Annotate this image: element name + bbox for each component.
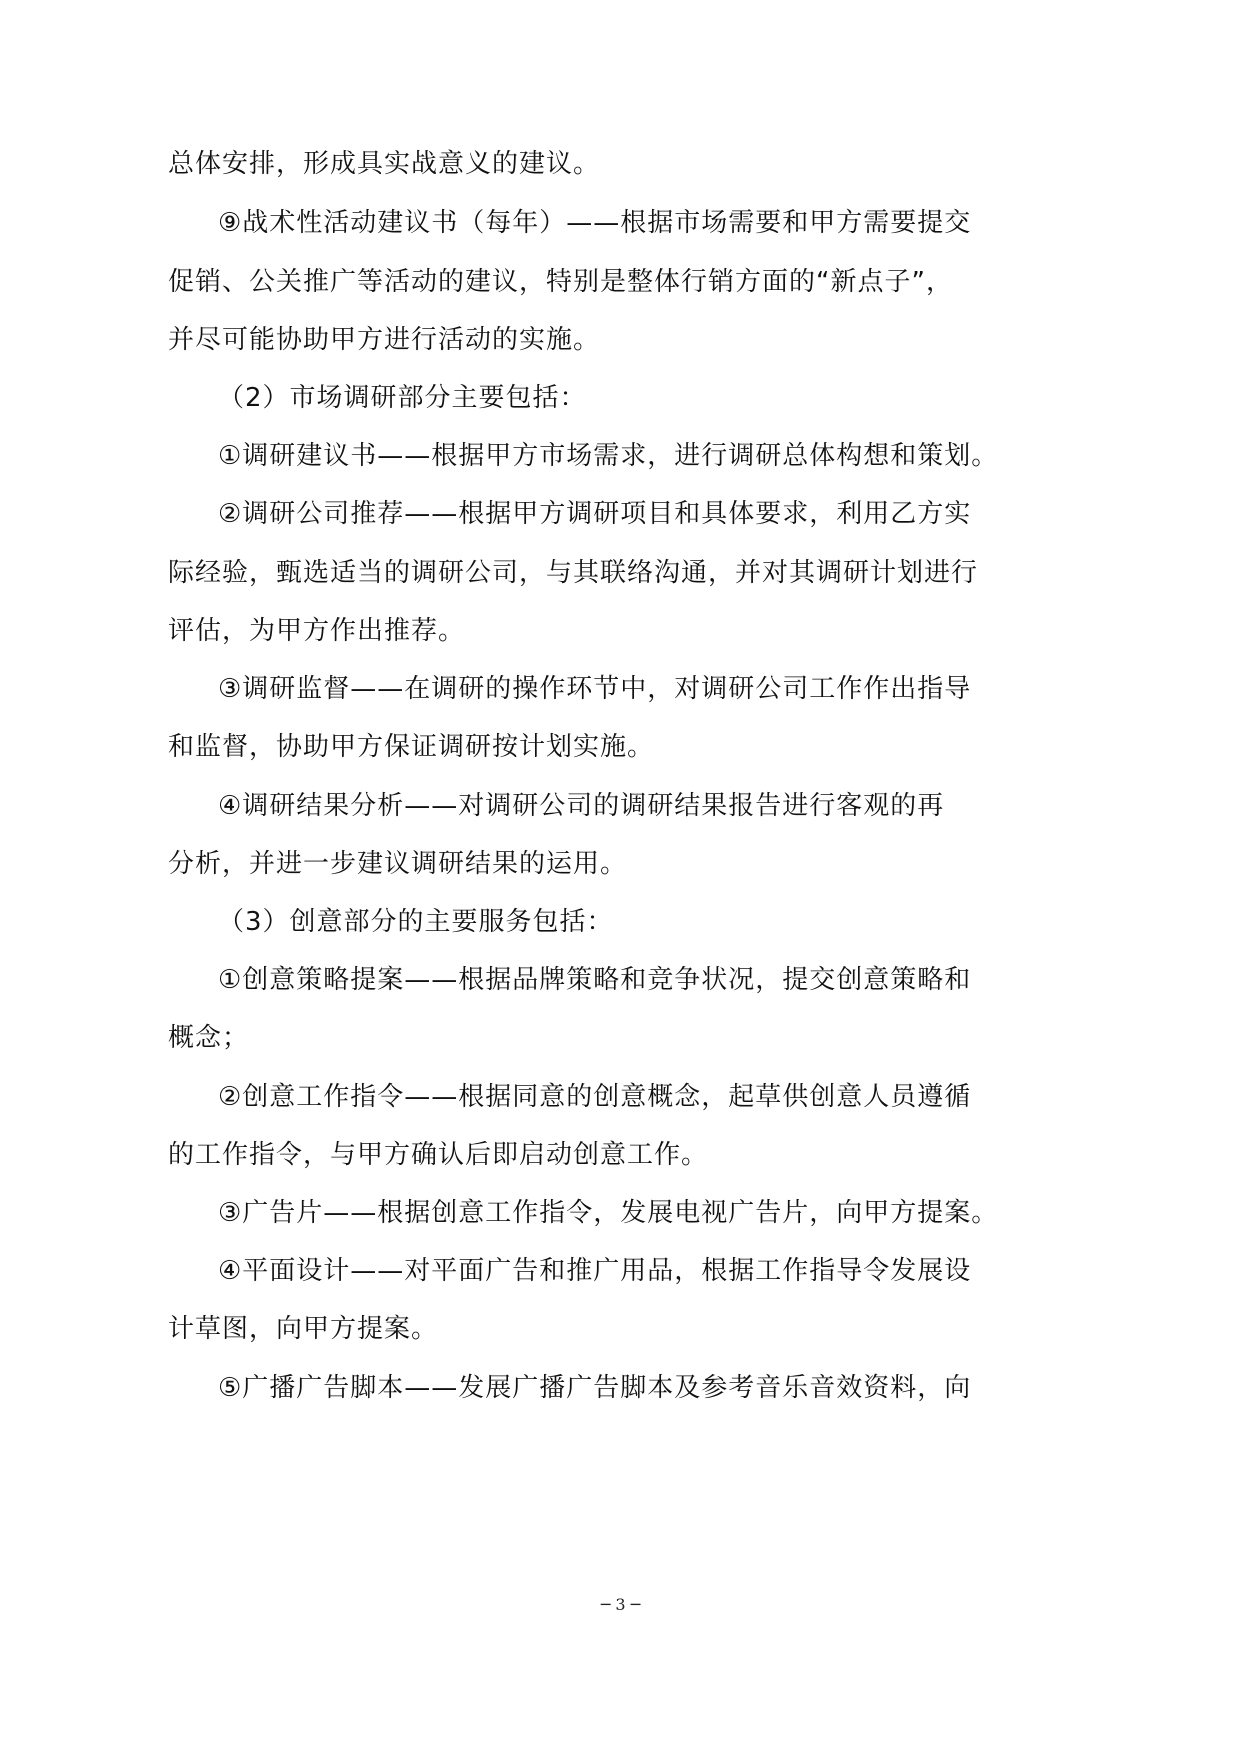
text-line: 分析，并进一步建议调研结果的运用。 [168, 849, 628, 879]
section-heading: （3）创意部分的主要服务包括： [218, 907, 614, 937]
text-line: ④调研结果分析——对调研公司的调研结果报告进行客观的再 [218, 791, 945, 821]
text-line: 际经验，甄选适当的调研公司，与其联络沟通，并对其调研计划进行 [168, 558, 979, 588]
text-line: ④平面设计——对平面广告和推广用品，根据工作指导令发展设 [218, 1256, 972, 1286]
page-number: ─ 3 ─ [600, 1595, 641, 1614]
text-line: 促销、公关推广等活动的建议，特别是整体行销方面的“新点子”， [168, 267, 953, 297]
section-heading: （2）市场调研部分主要包括： [218, 383, 587, 413]
text-line: ③调研监督——在调研的操作环节中，对调研公司工作作出指导 [218, 674, 972, 704]
text-line: ③广告片——根据创意工作指令，发展电视广告片，向甲方提案。 [218, 1198, 999, 1228]
text-line: 总体安排，形成具实战意义的建议。 [168, 149, 601, 179]
text-line: 计草图，向甲方提案。 [168, 1314, 439, 1344]
text-line: ②创意工作指令——根据同意的创意概念，起草供创意人员遵循 [218, 1082, 972, 1112]
text-line: 的工作指令，与甲方确认后即启动创意工作。 [168, 1140, 709, 1170]
text-line: 概念； [168, 1023, 250, 1053]
text-line: 评估，为甲方作出推荐。 [168, 616, 466, 646]
text-line: ②调研公司推荐——根据甲方调研项目和具体要求，利用乙方实 [218, 499, 972, 529]
text-line: ①调研建议书——根据甲方市场需求，进行调研总体构想和策划。 [218, 441, 999, 471]
text-line: ①创意策略提案——根据品牌策略和竞争状况，提交创意策略和 [218, 965, 972, 995]
text-line: 并尽可能协助甲方进行活动的实施。 [168, 325, 601, 355]
text-line: ⑨战术性活动建议书（每年）——根据市场需要和甲方需要提交 [218, 208, 972, 238]
text-line: ⑤广播广告脚本——发展广播广告脚本及参考音乐音效资料，向 [218, 1373, 972, 1403]
text-line: 和监督，协助甲方保证调研按计划实施。 [168, 732, 655, 762]
